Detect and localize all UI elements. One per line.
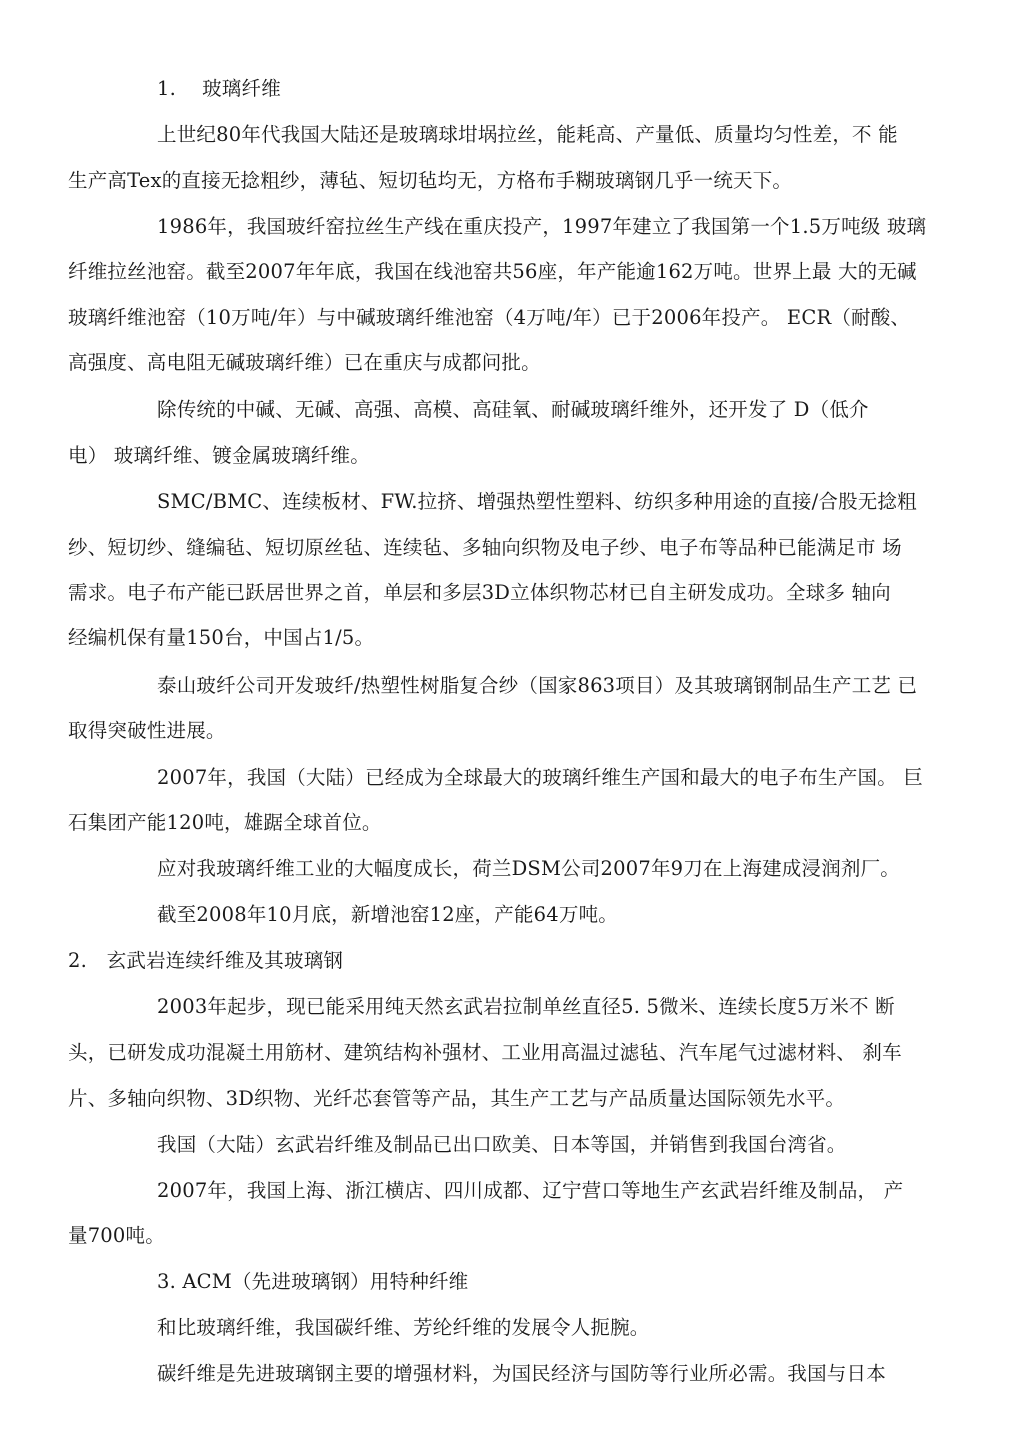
paragraph-line: 片、多轴向织物、3D织物、光纤芯套管等产品，其生产工艺与产品质量达国际领先水平。 (68, 1087, 846, 1110)
paragraph-line: 和比玻璃纤维，我国碳纤维、芳纶纤维的发展令人扼腕。 (157, 1316, 650, 1339)
paragraph-line: 高强度、高电阻无碱玻璃纤维）已在重庆与成都问批。 (68, 351, 541, 374)
paragraph-line: 2003年起步，现已能采用纯天然玄武岩拉制单丝直径5. 5微米、连续长度5万米不 断 (157, 995, 895, 1018)
paragraph-line: 生产高Tex的直接无捻粗纱，薄毡、短切毡均无，方格布手糊玻璃钢几乎一统天下。 (68, 169, 793, 192)
section-heading: 2. 玄武岩连续纤维及其玻璃钢 (68, 949, 344, 972)
paragraph-line: 经编机保有量150台，中国占1/5。 (68, 626, 375, 649)
paragraph-line: 石集团产能120吨，雄踞全球首位。 (68, 811, 382, 834)
paragraph-line: 玻璃纤维池窑（10万吨/年）与中碱玻璃纤维池窑（4万吨/年）已于2006年投产。 ECR（耐酸、 (68, 306, 911, 329)
paragraph-line: 碳纤维是先进玻璃钢主要的增强材料，为国民经济与国防等行业所必需。我国与日本 (157, 1362, 886, 1385)
paragraph-line: 纱、短切纱、缝编毡、短切原丝毡、连续毡、多轴向织物及电子纱、电子布等品种已能满足市 场 (68, 536, 902, 559)
paragraph-line: 上世纪80年代我国大陆还是玻璃球坩埚拉丝，能耗高、产量低、质量均匀性差，不 能 (157, 123, 898, 146)
paragraph-line: 取得突破性进展。 (68, 719, 226, 742)
paragraph-line: 截至2008年10月底，新增池窑12座，产能64万吨。 (157, 903, 618, 926)
paragraph-line: 需求。电子布产能已跃居世界之首，单层和多层3D立体织物芯材已自主研发成功。全球多 轴向 (68, 581, 891, 604)
section-heading: 3. ACM（先进玻璃钢）用特种纤维 (157, 1270, 469, 1293)
paragraph-line: 应对我玻璃纤维工业的大幅度成长，荷兰DSM公司2007年9刀在上海建成浸润剂厂。 (157, 857, 900, 880)
paragraph-line: 电） 玻璃纤维、镀金属玻璃纤维。 (68, 444, 370, 467)
paragraph-line: 纤维拉丝池窑。截至2007年年底，我国在线池窑共56座，年产能逾162万吨。世界上最 大的无碱 (68, 260, 917, 283)
paragraph-line: 量700吨。 (68, 1224, 165, 1247)
paragraph-line: SMC/BMC、连续板材、FW.拉挤、增强热塑性塑料、纺织多种用途的直接/合股无捻粗 (157, 490, 917, 513)
paragraph-line: 泰山玻纤公司开发玻纤/热塑性树脂复合纱（国家863项目）及其玻璃钢制品生产工艺 已 (157, 674, 918, 697)
paragraph-line: 我国（大陆）玄武岩纤维及制品已出口欧美、日本等国，并销售到我国台湾省。 (157, 1133, 847, 1156)
paragraph-line: 除传统的中碱、无碱、高强、高模、高硅氧、耐碱玻璃纤维外，还开发了 D（低介 (157, 398, 869, 421)
section-heading: 1. 玻璃纤维 (157, 77, 281, 100)
paragraph-line: 2007年，我国（大陆）已经成为全球最大的玻璃纤维生产国和最大的电子布生产国。 巨 (157, 766, 924, 789)
paragraph-line: 1986年，我国玻纤窑拉丝生产线在重庆投产，1997年建立了我国第一个1.5万吨级 玻璃 (157, 215, 927, 238)
paragraph-line: 头，已研发成功混凝土用筋材、建筑结构补强材、工业用高温过滤毡、汽车尾气过滤材料、 刹车 (68, 1041, 902, 1064)
paragraph-line: 2007年，我国上海、浙江横店、四川成都、辽宁营口等地生产玄武岩纤维及制品， 产 (157, 1179, 904, 1202)
